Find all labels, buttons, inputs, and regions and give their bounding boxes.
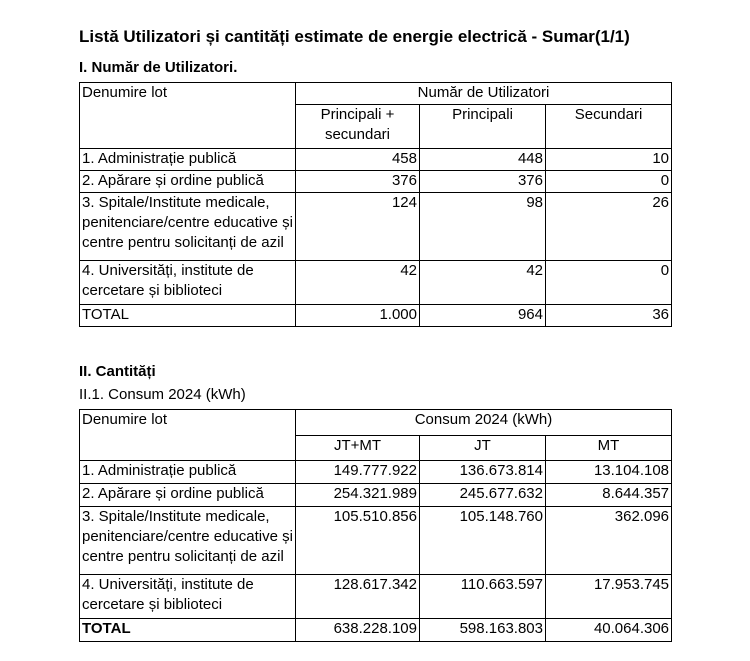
header-group-users: Număr de Utilizatori [296,83,672,105]
section-title-quantities: II. Cantități [79,363,156,380]
cell-value: 17.953.745 [546,575,672,619]
cell-value: 40.064.306 [546,619,672,642]
cell-value: 598.163.803 [420,619,546,642]
cell-value: 42 [296,261,420,305]
row-label: 2. Apărare și ordine publică [80,484,296,507]
cell-value: 42 [420,261,546,305]
row-label: TOTAL [80,305,296,327]
cell-value: 149.777.922 [296,461,420,484]
table-row [80,149,672,171]
cell-value: 964 [420,305,546,327]
cell-value: 128.617.342 [296,575,420,619]
header-col-jt: JT [420,436,546,461]
cell-value: 376 [420,171,546,193]
table-row [80,171,672,193]
row-label: 1. Administrație publică [80,149,296,171]
subsection-title-consumption: II.1. Consum 2024 (kWh) [79,386,246,403]
users-table [79,82,672,327]
header-col-jt-mt: JT+MT [296,436,420,461]
header-col-principal: Principali [420,105,546,149]
header-group-consumption: Consum 2024 (kWh) [296,410,672,436]
header-col-mt: MT [546,436,672,461]
cell-value: 448 [420,149,546,171]
row-label: 1. Administrație publică [80,461,296,484]
cell-value: 0 [546,171,672,193]
table-row [80,193,672,261]
section-title-users: I. Număr de Utilizatori. [79,59,238,76]
cell-value: 124 [296,193,420,261]
cell-value: 98 [420,193,546,261]
table-row-total [80,305,672,327]
table-row-total [80,619,672,642]
cell-value: 458 [296,149,420,171]
row-label: 4. Universități, institute de cercetare și biblioteci [80,575,296,619]
cell-value: 254.321.989 [296,484,420,507]
header-lot-name: Denumire lot [80,83,296,149]
document-title: Listă Utilizatori și cantități estimate de energie electrică - Sumar(1/1) [79,27,630,46]
header-lot-name: Denumire lot [80,410,296,461]
header-col-principal-secondary: Principali + secundari [296,105,420,149]
cell-value: 105.148.760 [420,507,546,575]
table-row [80,461,672,484]
cell-value: 376 [296,171,420,193]
row-label: 2. Apărare și ordine publică [80,171,296,193]
table-row [80,507,672,575]
table-row [80,575,672,619]
row-label: 4. Universități, institute de cercetare și biblioteci [80,261,296,305]
cell-value: 8.644.357 [546,484,672,507]
table-row [80,261,672,305]
cell-value: 1.000 [296,305,420,327]
cell-value: 10 [546,149,672,171]
cell-value: 362.096 [546,507,672,575]
cell-value: 36 [546,305,672,327]
consumption-table [79,409,672,642]
row-label: TOTAL [80,619,296,642]
cell-value: 245.677.632 [420,484,546,507]
cell-value: 638.228.109 [296,619,420,642]
table-row [80,484,672,507]
cell-value: 26 [546,193,672,261]
cell-value: 0 [546,261,672,305]
cell-value: 105.510.856 [296,507,420,575]
row-label: 3. Spitale/Institute medicale, penitenciare/centre educative și centre pentru solicitanți de azil [80,507,296,575]
header-col-secondary: Secundari [546,105,672,149]
row-label: 3. Spitale/Institute medicale, penitenciare/centre educative și centre pentru solicitanți de azil [80,193,296,261]
cell-value: 13.104.108 [546,461,672,484]
cell-value: 136.673.814 [420,461,546,484]
cell-value: 110.663.597 [420,575,546,619]
